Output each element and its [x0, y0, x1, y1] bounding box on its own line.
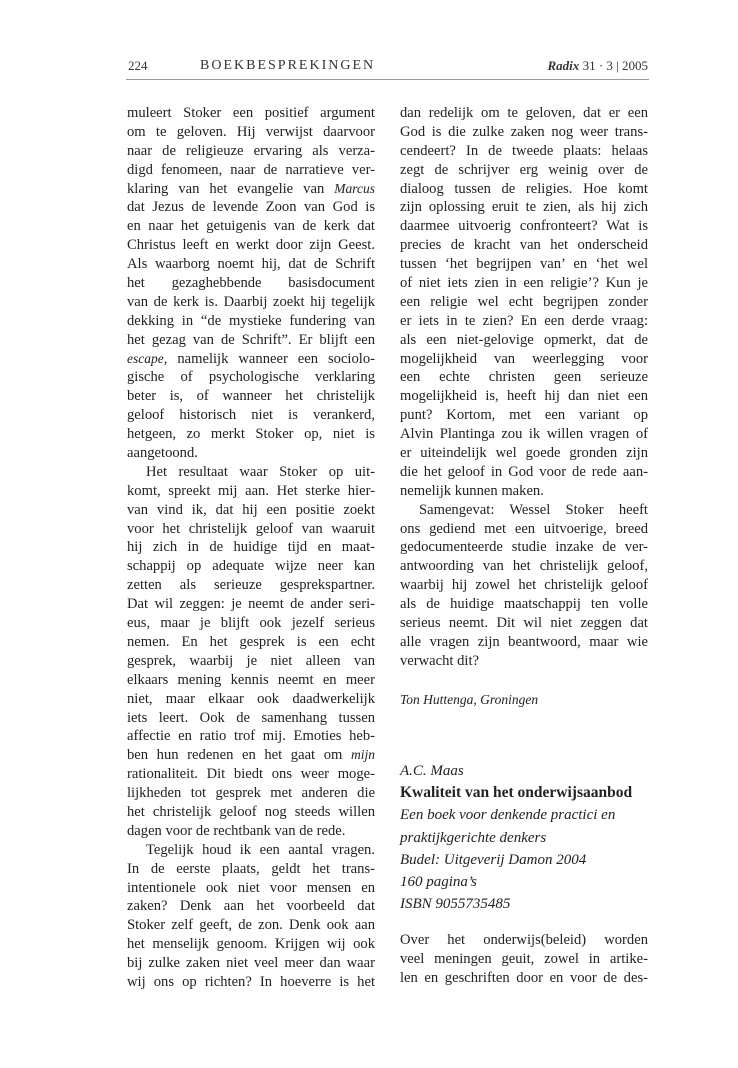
- text-line: [127, 482, 375, 501]
- line-text: precies de kracht van het onderscheid: [400, 237, 648, 254]
- text-line: [127, 803, 375, 822]
- line-text: dekking in “de mystieke fundering van: [127, 312, 375, 329]
- text-line: [400, 633, 648, 652]
- book-author: A.C. Maas: [400, 763, 464, 779]
- line-text: zijn oplossing eruit te zien, als hij zich: [400, 199, 648, 216]
- header-rule: [126, 79, 649, 80]
- line-text: dagen voor de rechtbank van de rede.: [127, 822, 346, 839]
- text-line: [127, 463, 375, 482]
- text-line: [400, 123, 648, 142]
- line-text: zaken? Denk aan het voorbeeld dat: [127, 898, 375, 915]
- text-line: [400, 350, 648, 369]
- text-line: [127, 709, 375, 728]
- line-text: bij zulke zaken niet veel meer dan waar: [127, 955, 375, 972]
- line-text: cendeert? In de tweede plaats: helaas: [400, 142, 648, 159]
- text-line: [400, 576, 648, 595]
- line-text: tussen ‘het begrijpen van’ en ‘het wel: [400, 256, 648, 273]
- line-text: alle vragen zijn beantwoord, maar wie: [400, 633, 648, 650]
- line-text: een echte christen geen serieuze: [400, 369, 648, 386]
- line-text: van de kerk is. Daarbij zoekt hij tegelijk: [127, 293, 375, 310]
- line-text: om te geloven. Hij verwijst daarvoor: [127, 123, 375, 140]
- text-line: [127, 822, 375, 841]
- line-text: veel meningen geuit, zowel in artike-: [400, 950, 648, 967]
- line-text: daarmee uitvoerig confronteert? Wat is: [400, 218, 648, 235]
- text-line: [127, 765, 375, 784]
- journal-name: Radix: [547, 58, 580, 73]
- line-text: zetten als serieuze gesprekspartner.: [127, 577, 375, 594]
- line-text: dialoog tussen de religies. Hoe komt: [400, 180, 648, 197]
- text-line: [127, 860, 375, 879]
- text-line: [127, 614, 375, 633]
- line-text: dan redelijk om te geloven, dat er een: [400, 105, 648, 121]
- text-line: [127, 671, 375, 690]
- text-line: [127, 350, 375, 369]
- text-line: [127, 897, 375, 916]
- line-text: affectie en ratio trof mij. Emoties heb-: [127, 728, 375, 745]
- text-line: [127, 104, 375, 123]
- text-line: [127, 784, 375, 803]
- line-text: Dat wil zeggen: je neemt de ander seri-: [127, 596, 375, 613]
- line-text: lijkheden tot gesprek met anderen die: [127, 785, 375, 802]
- text-line: [400, 255, 648, 274]
- text-line: [400, 293, 648, 312]
- text-line: [127, 217, 375, 236]
- line-text: gische of psychologische verklaring: [127, 369, 375, 386]
- line-text: van vind ik, dat hij een positie zoekt: [127, 501, 375, 518]
- text-line: [127, 727, 375, 746]
- book-details: [400, 760, 660, 915]
- italic-word: escape: [127, 350, 164, 366]
- text-line: [127, 954, 375, 973]
- line-text: wij ons op richten? In hoeverre is het: [127, 973, 375, 990]
- line-text: verwacht dit?: [400, 652, 480, 669]
- line-text: antwoording van het christelijk geloof,: [400, 558, 648, 575]
- text-line: [400, 444, 648, 463]
- line-text: God is die zulke zaken nog weer trans-: [400, 123, 648, 140]
- line-text: geloof historisch niet is verankerd,: [127, 407, 375, 424]
- text-line: [400, 950, 648, 969]
- page-number: 224: [128, 58, 148, 73]
- book-subtitle: praktijkgerichte denkers: [400, 829, 547, 846]
- text-line: [400, 387, 648, 406]
- line-text: die het geloof in God voor de rede aan-: [400, 463, 648, 480]
- text-line: [400, 652, 648, 671]
- text-line: [400, 312, 648, 331]
- line-text: het menselijk genoom. Krijgen wij ook: [127, 936, 375, 953]
- text-line: [400, 595, 648, 614]
- line-text: elkaars mening kennis neemt en meer: [127, 671, 375, 688]
- line-text: punt? Kortom, met een variant op: [400, 407, 648, 424]
- line-text: het gezag van de Schrift”. Er blijft een: [127, 331, 375, 348]
- text-line: [127, 633, 375, 652]
- line-text: komt, spreekt mij aan. Het sterke hier-: [127, 482, 375, 499]
- italic-word: mijn: [350, 747, 375, 763]
- line-text: het christelijk geloof nog steeds willen: [127, 803, 375, 820]
- line-text: zegt de schrijver erg weinig over de: [400, 161, 648, 178]
- text-line: [127, 236, 375, 255]
- text-line: [127, 935, 375, 954]
- section-title: BOEKBESPREKINGEN: [200, 58, 376, 73]
- text-line: [127, 406, 375, 425]
- text-line: [127, 387, 375, 406]
- text-line: [400, 180, 648, 199]
- text-line: [400, 520, 648, 539]
- line-text: of niet iets zien in een religie’? Kun je: [400, 275, 648, 292]
- line-text: naar de religieuze ervaring als verza-: [127, 142, 375, 159]
- text-line: [400, 406, 648, 425]
- issue-number: 31 · 3 | 2005: [582, 58, 648, 73]
- text-line: [127, 557, 375, 576]
- text-line: [127, 274, 375, 293]
- text-line: [127, 198, 375, 217]
- text-line: [127, 501, 375, 520]
- text-line: [400, 161, 648, 180]
- text-line: [400, 217, 648, 236]
- text-line: [127, 161, 375, 180]
- text-line: [400, 104, 648, 123]
- line-text: hetgeen, zo merkt Stoker op, niet is: [127, 426, 375, 443]
- line-text: een religie wel echt begrijpen zonder: [400, 293, 648, 310]
- reviewer-signature: Ton Huttenga, Groningen: [400, 692, 539, 707]
- line-text: gedocumenteerde studie inzake de ver-: [400, 539, 648, 556]
- line-text: ben hun redenen en het gaat om: [127, 747, 351, 764]
- book-publisher: Budel: Uitgeverij Damon 2004: [400, 851, 587, 868]
- text-line: [127, 595, 375, 614]
- line-text: ons gediend met een uitvoerige, breed: [400, 520, 648, 537]
- line-text: hij zich in de huidige tijd en maat-: [127, 539, 375, 556]
- line-text: er uiteindelijk wel goede gronden zijn: [400, 445, 648, 462]
- text-line: [400, 236, 648, 255]
- line-text: beter is, of wanneer het christelijk: [127, 388, 375, 405]
- line-text: klaring van het evangelie van: [127, 180, 335, 197]
- text-line: [400, 368, 648, 387]
- line-text: Christus leeft en werkt door zijn Geest.: [127, 237, 375, 254]
- line-text: waarbij hij zowel het christelijk geloof: [400, 577, 648, 594]
- text-line: [127, 841, 375, 860]
- text-line: [127, 916, 375, 935]
- line-text: Over het onderwijs(beleid) worden: [400, 932, 648, 948]
- line-text: mogelijkheid is, heeft hij dan niet een: [400, 388, 648, 405]
- text-line: [400, 274, 648, 293]
- line-text: het gezaghebbende basisdocument: [127, 275, 375, 292]
- book-title: Kwaliteit van het onderwijsaanbod: [400, 784, 633, 802]
- text-line: [400, 538, 648, 557]
- text-line: [127, 293, 375, 312]
- left-column: [127, 104, 375, 992]
- text-line: [400, 425, 648, 444]
- text-line: [127, 255, 375, 274]
- book-isbn: ISBN 9055735485: [400, 896, 511, 913]
- review-start: [400, 931, 648, 988]
- line-text: eus, maar je blijft ook jezelf serieus: [127, 615, 375, 632]
- line-text: , namelijk wanneer een sociolo-: [163, 350, 375, 367]
- text-line: [400, 463, 648, 482]
- line-text: niet, maar elkaar ook daadwerkelijk: [127, 690, 375, 707]
- text-line: [127, 576, 375, 595]
- text-line: [127, 538, 375, 557]
- line-text: len en geschriften door en voor de des-: [400, 969, 648, 986]
- text-line: [127, 142, 375, 161]
- text-line: [400, 931, 648, 950]
- text-line: [127, 331, 375, 350]
- line-text: Samengevat: Wessel Stoker heeft: [419, 501, 648, 518]
- text-line: [127, 444, 375, 463]
- line-text: intentionele ook niet voor mensen en: [127, 879, 375, 896]
- text-line: [400, 142, 648, 161]
- line-text: In de eerste plaats, geldt het trans-: [127, 860, 375, 877]
- line-text: aangetoond.: [127, 445, 198, 462]
- journal-issue: [548, 58, 648, 74]
- line-text: nemen. En het gesprek is een echt: [127, 633, 375, 650]
- line-text: voor het christelijk geloof van waaruit: [127, 520, 375, 537]
- line-text: mogelijkheid van weerlegging voor: [400, 350, 648, 367]
- text-line: [400, 614, 648, 633]
- text-line: [127, 312, 375, 331]
- book-pages: 160 pagina’s: [400, 874, 477, 891]
- line-text: muleert Stoker een positief argument: [127, 105, 375, 121]
- text-line: [127, 879, 375, 898]
- text-line: [400, 501, 648, 520]
- text-line: [127, 180, 375, 199]
- line-text: als de huidige maatschappij ten volle: [400, 596, 648, 613]
- text-line: [400, 482, 648, 501]
- line-text: Tegelijk houd ik een aantal vragen.: [146, 841, 375, 858]
- text-line: [127, 520, 375, 539]
- text-line: [127, 746, 375, 765]
- line-text: dat Jezus de levende Zoon van God is: [127, 199, 375, 216]
- line-text: iets leert. Ook de samenhang tussen: [127, 709, 375, 726]
- text-line: [127, 425, 375, 444]
- text-line: [127, 123, 375, 142]
- line-text: schappij op adequate wijze neer kan: [127, 558, 375, 575]
- line-text: Als waarborg noemt hij, dat de Schrift: [127, 256, 375, 273]
- text-line: [127, 368, 375, 387]
- text-line: [127, 973, 375, 992]
- line-text: nemelijk kunnen maken.: [400, 482, 544, 499]
- line-text: Het resultaat waar Stoker op uit-: [146, 463, 375, 480]
- text-line: [400, 331, 648, 350]
- line-text: er iets in te zien? En een derde vraag:: [400, 312, 648, 329]
- line-text: gesprek, waarbij je niet alleen van: [127, 652, 375, 669]
- line-text: digd fenomeen, naar de narratieve ver-: [127, 161, 375, 178]
- text-line: [400, 198, 648, 217]
- line-text: Alvin Plantinga zou ik willen vragen of: [400, 426, 648, 443]
- line-text: en naar het getuigenis van de kerk dat: [127, 218, 375, 235]
- line-text: Stoker zelf geeft, de zon. Denk ook aan: [127, 917, 375, 934]
- text-line: [400, 557, 648, 576]
- line-text: serieus neemt. Dit wil niet zeggen dat: [400, 615, 648, 632]
- line-text: rationaliteit. Dit biedt ons weer moge-: [127, 766, 375, 783]
- italic-word: Marcus: [334, 180, 375, 196]
- text-line: [127, 690, 375, 709]
- text-line: [400, 969, 648, 988]
- right-column: [400, 104, 648, 671]
- text-line: [127, 652, 375, 671]
- line-text: als een niet-gelovige opmerkt, dat de: [400, 331, 648, 348]
- book-subtitle: Een boek voor denkende practici en: [400, 807, 616, 824]
